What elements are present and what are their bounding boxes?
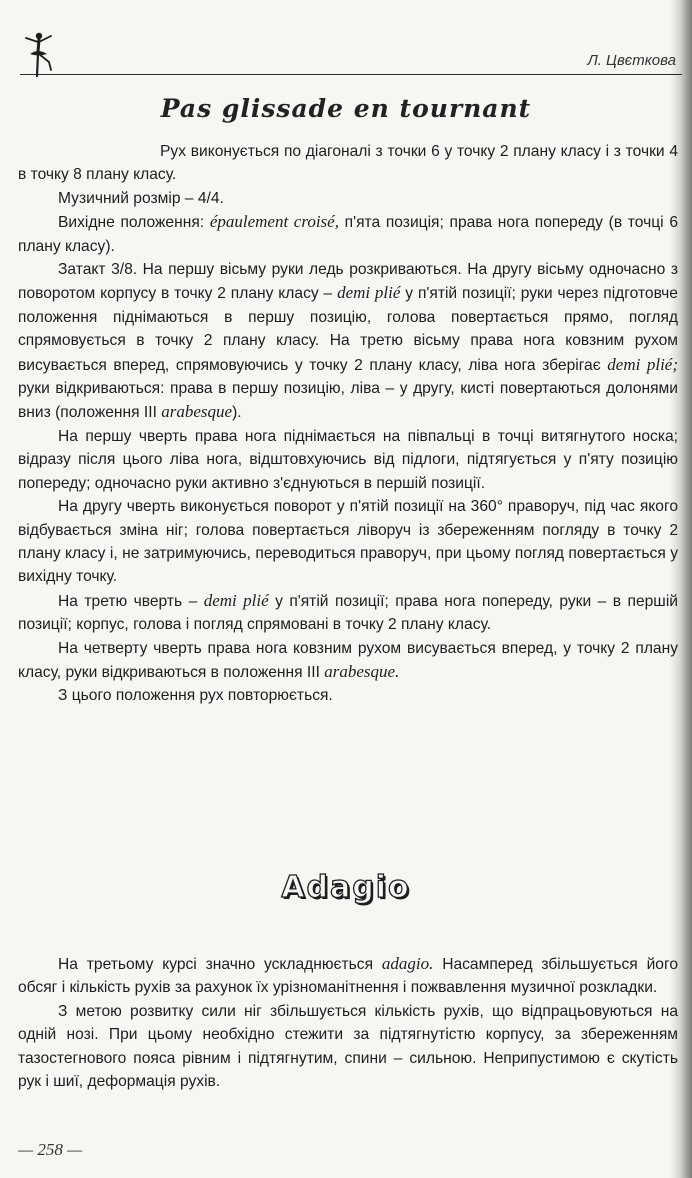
paragraph: Рух виконується по діагоналі з точки 6 у точку 2 плану класу і з точки 4 в точку 8 плану класу. bbox=[18, 143, 678, 184]
page-number: — 258 — bbox=[18, 1140, 83, 1159]
paragraph: Вихідне положення: épaulement croisé, п'ята позиція; права нога попереду (в точці 6 плану класу). bbox=[18, 212, 678, 255]
paragraph: На другу чверть виконується поворот у п'ятій позиції на 360° праворуч, під час якого відбувається зміна ніг; голова повертається ліворуч із збереженням погляду в точку 2 плану класу і, не затримуючись, переводиться праворуч, при цьому погляд повертається у вихідну точку. bbox=[18, 498, 678, 586]
paragraph: Музичний розмір – 4/4. bbox=[58, 189, 224, 207]
paragraph: На четверту чверть права нога ковзним рухом висувається вперед, у точку 2 плану класу, руки відкриваються в положення III arabesque. bbox=[18, 639, 678, 681]
french-term: arabesque bbox=[161, 402, 233, 422]
french-term: demi plié; bbox=[607, 354, 678, 374]
section-body-pas-glissade bbox=[18, 140, 678, 708]
french-term: demi plié bbox=[203, 590, 269, 610]
section-title-adagio: Adagio bbox=[281, 870, 411, 905]
italic-term: adagio. bbox=[381, 954, 434, 973]
running-head-author: Л. Цвєткова bbox=[587, 52, 676, 69]
paragraph: З цього положення рух повторюється. bbox=[58, 687, 333, 705]
french-term: épaulement croisé, bbox=[209, 212, 339, 232]
french-term: arabesque. bbox=[324, 661, 400, 681]
page-header bbox=[10, 30, 682, 80]
section-body-adagio bbox=[18, 952, 678, 1093]
ballerina-icon bbox=[18, 30, 58, 78]
header-rule bbox=[20, 74, 682, 75]
section-title-pas-glissade: Pas glissade en tournant bbox=[160, 94, 532, 123]
paragraph: З метою розвитку сили ніг збільшується кількість рухів, що відпрацьовуються на одній нозі. При цьому необхідно стежити за підтягнутістю корпусу, за збереженням тазостегнового пояса рівним і підтягнутим, спини – сильною. Неприпустимою є скутість рук і шиї, деформація рухів. bbox=[18, 1002, 678, 1091]
paragraph: На третьому курсі значно ускладнюється adagio. Насамперед збільшується його обсяг і кількість рухів за рахунок їх урізноманітнення і пожвавлення музичної розкладки. bbox=[18, 954, 678, 997]
paragraph: На першу чверть права нога піднімається на півпальці в точці витягнутого носка; відразу після цього ліва нога, відштовхуючись від підлоги, підтягується у п'яту позицію попереду; одночасно руки активно з'єднуються в першій позиції. bbox=[18, 427, 678, 492]
paragraph: На третю чверть – demi plié у п'ятій позиції; права нога попереду, руки – в першій позиції; корпус, голова і погляд спрямовані в точку 2 плану класу. bbox=[18, 590, 678, 634]
paragraph: Затакт 3/8. На першу вісьму руки ледь розкриваються. На другу вісьму одночасно з поворотом корпусу в точку 2 плану класу – demi plié у п'ятій позиції; руки через підготовче положення піднімаються в першу позицію, голова повертається прямо, погляд спрямовується в точку 2 плану класу. На третю вісьму права нога ковзним рухом висувається вперед, спрямовуючись у точку 2 плану класу, ліва нога зберігає demi plié; руки відкриваються: права в першу позицію, ліва – у другу, кисті повертаються долонями вниз (положення III arabesque). bbox=[18, 261, 678, 422]
french-term: demi plié bbox=[337, 283, 401, 303]
